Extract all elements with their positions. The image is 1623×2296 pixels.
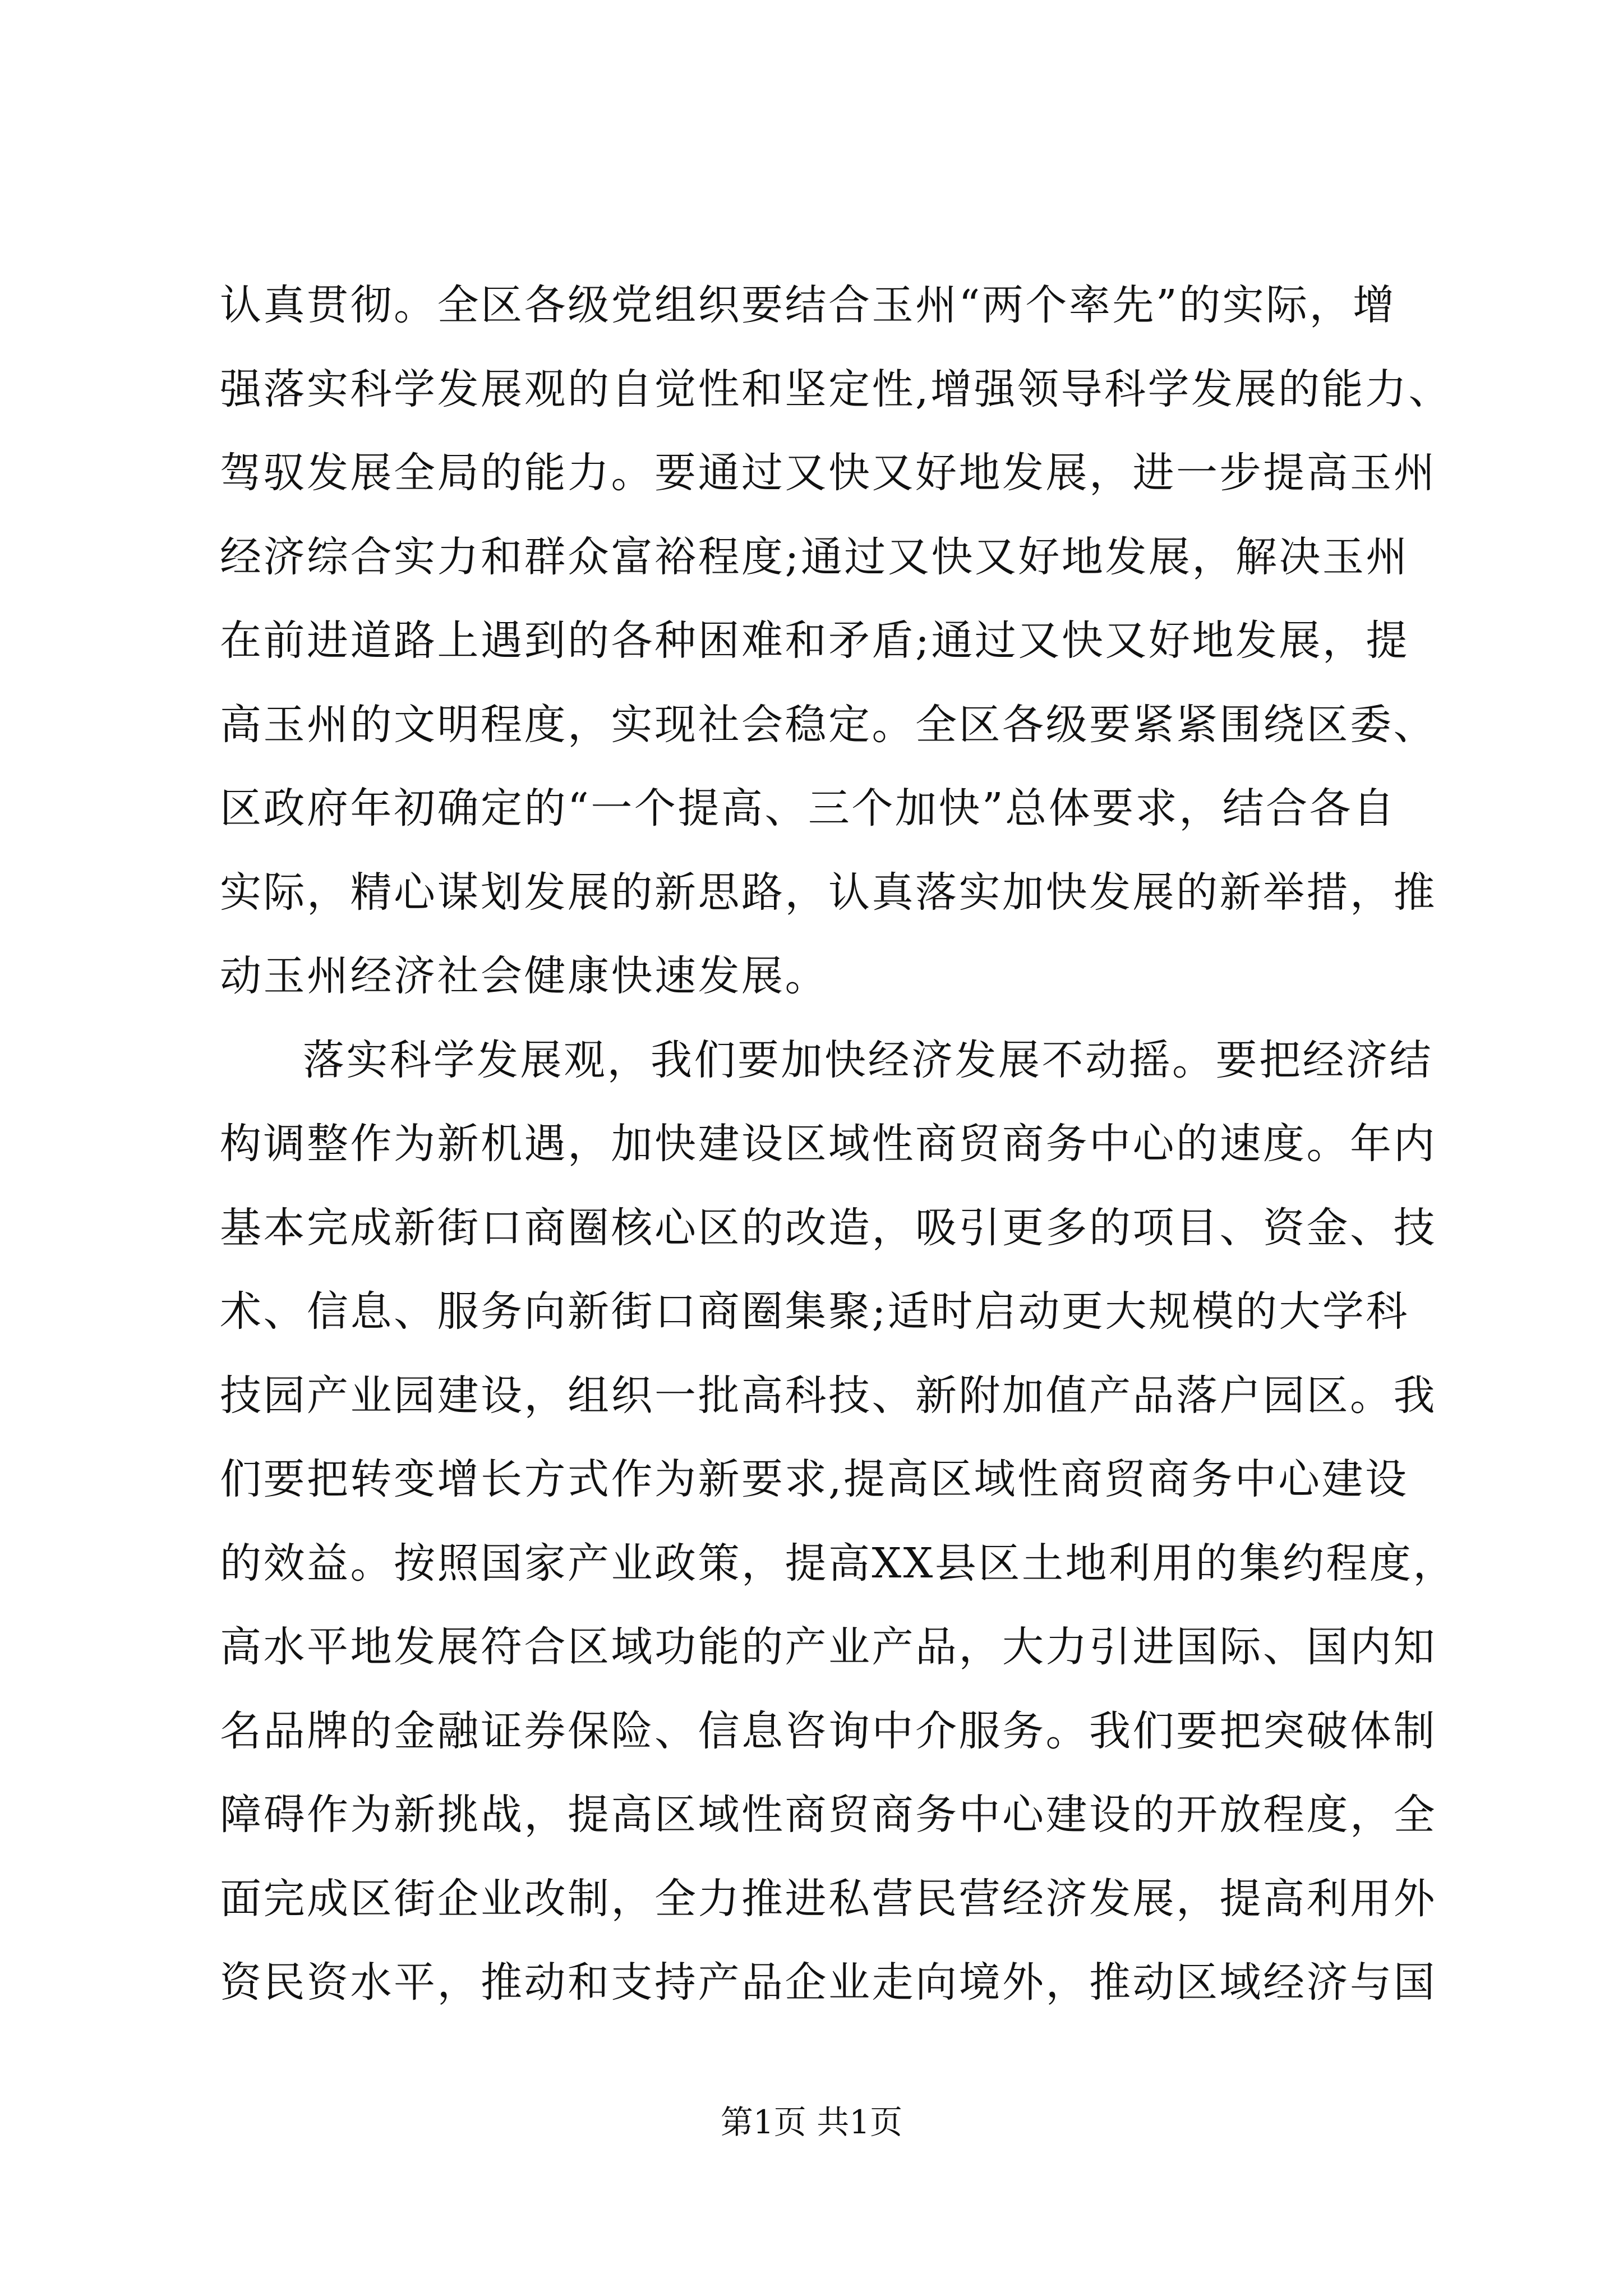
text-line: 经济综合实力和群众富裕程度;通过又快又好地发展，解决玉州: [220, 532, 1409, 581]
text-line: 认真贯彻。全区各级党组织要结合玉州“两个率先”的实际，增: [220, 281, 1396, 329]
text-line: 们要把转变增长方式作为新要求,提高区域性商贸商务中心建设: [220, 1455, 1409, 1503]
text-line: 术、信息、服务向新街口商圈集聚;适时启动更大规模的大学科: [220, 1287, 1409, 1336]
page-footer: 第1页 共1页: [720, 2103, 903, 2141]
text-line: 基本完成新街口商圈核心区的改造，吸引更多的项目、资金、技: [220, 1203, 1437, 1252]
text-line: 落实科学发展观，我们要加快经济发展不动摇。要把经济结: [303, 1036, 1433, 1084]
text-line: 的效益。按照国家产业政策，提高XX县区土地利用的集约程度，: [220, 1539, 1456, 1588]
text-line: 技园产业园建设，组织一批高科技、新附加值产品落户园区。我: [220, 1371, 1437, 1420]
text-line: 面完成区街企业改制，全力推进私营民营经济发展，提高利用外: [220, 1874, 1437, 1923]
text-line: 强落实科学发展观的自觉性和坚定性,增强领导科学发展的能力、: [220, 365, 1453, 413]
text-line: 区政府年初确定的“一个提高、三个加快”总体要求，结合各自: [220, 784, 1396, 832]
text-line: 动玉州经济社会健康快速发展。: [220, 952, 828, 1000]
text-line: 实际，精心谋划发展的新思路，认真落实加快发展的新举措，推: [220, 868, 1437, 917]
text-line: 在前进道路上遇到的各种困难和矛盾;通过又快又好地发展，提: [220, 616, 1409, 665]
document-body: [220, 264, 1476, 2025]
text-line: 高玉州的文明程度，实现社会稳定。全区各级要紧紧围绕区委、: [220, 700, 1437, 749]
text-line: 构调整作为新机遇，加快建设区域性商贸商务中心的速度。年内: [220, 1120, 1437, 1168]
text-line: 驾驭发展全局的能力。要通过又快又好地发展，进一步提高玉州: [220, 449, 1437, 497]
text-line: 高水平地发展符合区域功能的产业产品，大力引进国际、国内知: [220, 1623, 1437, 1671]
text-line: 资民资水平，推动和支持产品企业走向境外，推动区域经济与国: [220, 1958, 1437, 2007]
text-line: 障碍作为新挑战，提高区域性商贸商务中心建设的开放程度，全: [220, 1791, 1437, 1839]
text-line: 名品牌的金融证券保险、信息咨询中介服务。我们要把突破体制: [220, 1706, 1437, 1755]
